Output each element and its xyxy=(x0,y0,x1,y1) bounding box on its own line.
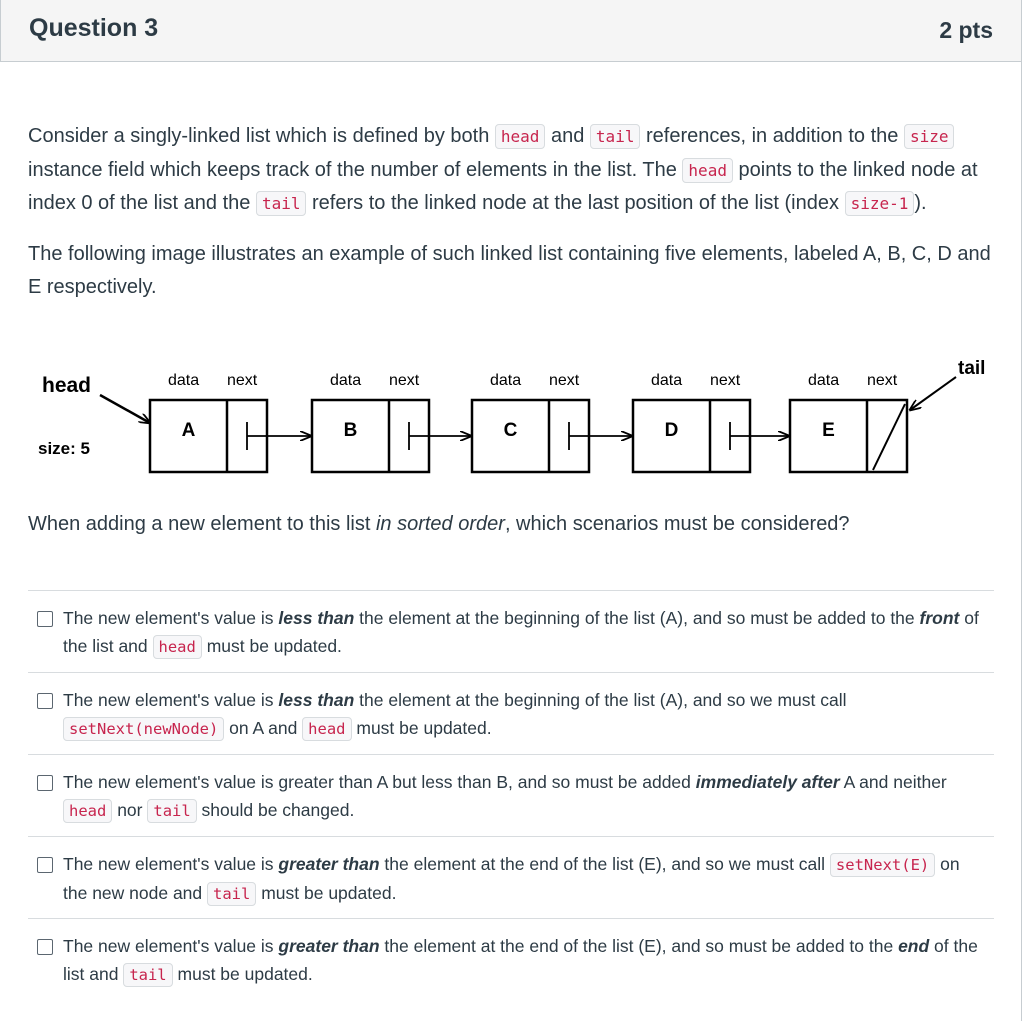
answer-checkbox[interactable] xyxy=(37,611,53,627)
data-field-label: data xyxy=(330,372,362,389)
code-head: head xyxy=(495,124,546,149)
answer-option-2[interactable] xyxy=(28,672,994,754)
answer-label: The new element's value is greater than the element at the end of the list (E), and so must be added to the end of the list and tail must be updated. xyxy=(63,932,988,989)
answer-checkbox[interactable] xyxy=(37,775,53,791)
code-size-minus-1: size-1 xyxy=(845,191,915,216)
node-value: C xyxy=(503,420,518,441)
node-value: A xyxy=(181,420,196,441)
question-points: 2 pts xyxy=(939,17,993,43)
list-nodes xyxy=(150,372,907,472)
next-field-label: next xyxy=(710,372,741,389)
data-field-label: data xyxy=(808,372,840,389)
head-label: head xyxy=(42,374,92,397)
data-field-label: data xyxy=(490,372,522,389)
right-border xyxy=(1021,62,1022,1021)
tail-pointer-arrow xyxy=(910,377,956,410)
node-value: E xyxy=(822,420,835,441)
next-field-label: next xyxy=(389,372,420,389)
next-field-label: next xyxy=(227,372,258,389)
code-tail: tail xyxy=(256,191,307,216)
question-prompt xyxy=(28,120,1003,305)
question-text: When adding a new element to this list in sorted order, which scenarios must be considered? xyxy=(28,513,850,535)
code-tail: tail xyxy=(147,799,196,823)
data-field-label: data xyxy=(651,372,683,389)
answer-option-1[interactable] xyxy=(28,590,994,672)
code-size: size xyxy=(904,124,955,149)
head-pointer-arrow xyxy=(100,395,150,423)
answer-label: The new element's value is greater than the element at the end of the list (E), and so we must call setNext(E) on the new node and tail must be updated. xyxy=(63,850,988,908)
prompt-paragraph-2: The following image illustrates an example of such linked list containing five elements, labeled A, B, C, D and E respectively. xyxy=(28,242,991,298)
answer-list xyxy=(28,590,994,1000)
answer-checkbox[interactable] xyxy=(37,857,53,873)
code-head: head xyxy=(63,799,112,823)
code-tail: tail xyxy=(123,963,172,987)
code-tail: tail xyxy=(207,882,256,906)
data-field-label: data xyxy=(168,372,200,389)
code-head: head xyxy=(153,635,202,659)
code-setnext-e: setNext(E) xyxy=(830,853,935,877)
node-value: B xyxy=(343,420,358,441)
answer-option-4[interactable] xyxy=(28,836,994,918)
answer-checkbox[interactable] xyxy=(37,693,53,709)
answer-label: The new element's value is less than the element at the beginning of the list (A), and so must be added to the front of the list and head must be updated. xyxy=(63,604,988,661)
next-field-label: next xyxy=(867,372,898,389)
code-head: head xyxy=(302,717,351,741)
size-label: size: 5 xyxy=(38,439,90,458)
answer-option-3[interactable] xyxy=(28,754,994,836)
code-tail: tail xyxy=(590,124,641,149)
linked-list-diagram xyxy=(0,355,1024,480)
code-head: head xyxy=(682,158,733,183)
question-title: Question 3 xyxy=(29,14,159,42)
code-setnext-newnode: setNext(newNode) xyxy=(63,717,224,741)
next-field-label: next xyxy=(549,372,580,389)
answer-label: The new element's value is greater than A but less than B, and so must be added immediately after A and neither head nor tail should be changed. xyxy=(63,768,988,825)
node-value: D xyxy=(664,420,679,441)
answer-option-5[interactable] xyxy=(28,918,994,1000)
prompt-paragraph-1: Consider a singly-linked list which is defined by both head and tail references, in addition to the size instance field which keeps track of the number of elements in the list. The head points to the linked node at index 0 of the list and the tail refers to the linked node at the last position of the list (index size-1 ). xyxy=(28,125,978,214)
question-header xyxy=(0,0,1022,62)
tail-label: tail xyxy=(958,358,986,379)
answer-label: The new element's value is less than the element at the beginning of the list (A), and so we must call setNext(newNode) on A and head must be updated. xyxy=(63,686,988,743)
answer-checkbox[interactable] xyxy=(37,939,53,955)
